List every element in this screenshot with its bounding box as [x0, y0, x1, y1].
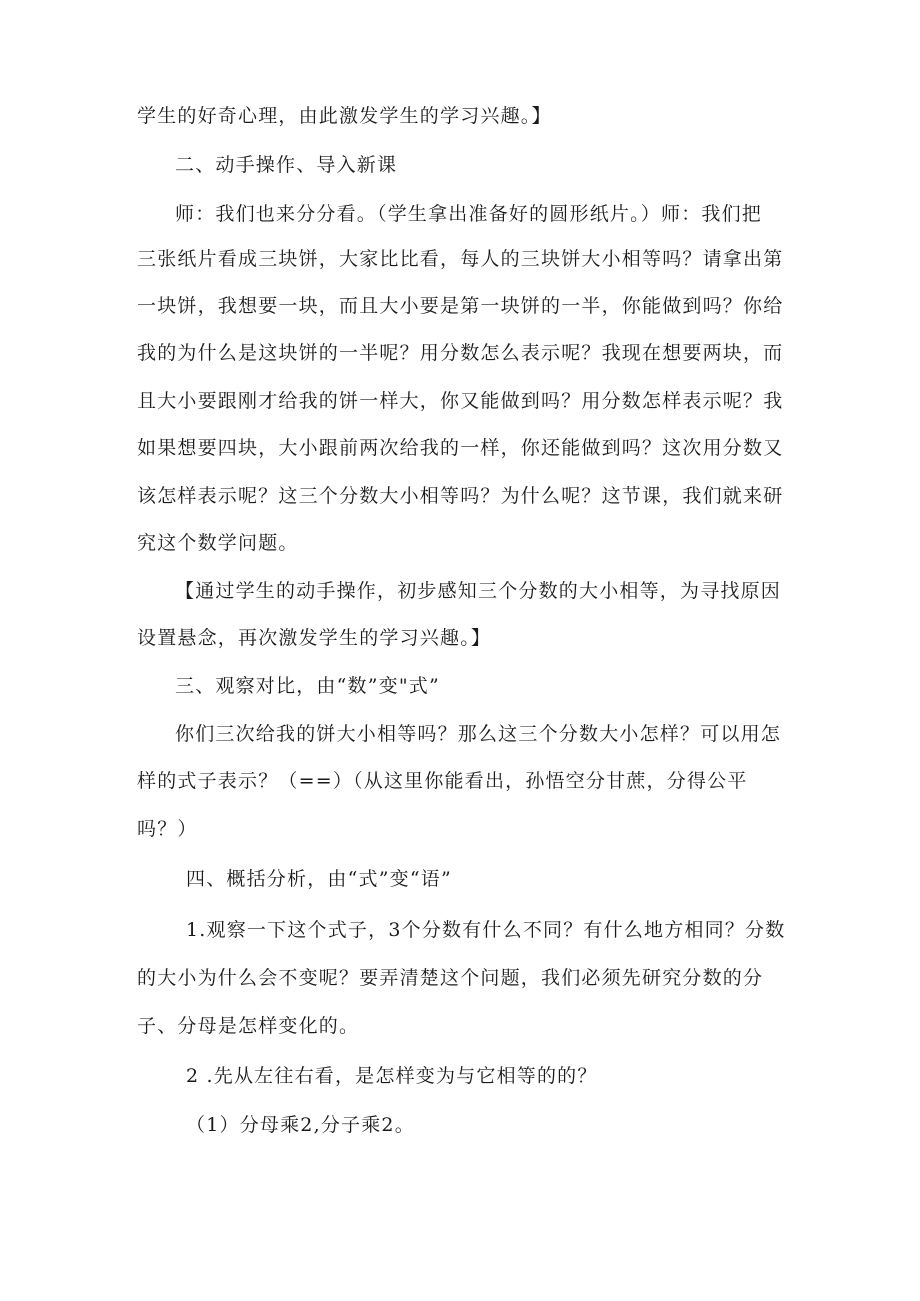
paragraph-line: 学生的好奇心理，由此激发学生的学习兴趣。】 [137, 105, 552, 127]
paragraph-line: 该怎样表示呢？这三个分数大小相等吗？为什么呢？这节课，我们就来研 [137, 485, 784, 507]
paragraph-line: 如果想要四块，大小跟前两次给我的一样，你还能做到吗？这次用分数又 [137, 437, 784, 459]
section-heading: 三、观察对比，由“数”变"式” [175, 675, 440, 697]
section-heading: 四、概括分析，由“式”变“语” [186, 868, 452, 890]
paragraph-line: 1.观察一下这个式子，3个分数有什么不同？有什么地方相同？分数 [186, 919, 786, 941]
paragraph-line: 2 .先从左往右看，是怎样变为与它相等的的？ [186, 1065, 598, 1087]
paragraph-line: 吗？） [137, 818, 198, 840]
paragraph-line: 一块饼，我想要一块，而且大小要是第一块饼的一半，你能做到吗？你给 [137, 295, 784, 317]
paragraph-line: 设置悬念，再次激发学生的学习兴趣。】 [137, 627, 492, 649]
paragraph-line: 的大小为什么会不变呢？要弄清楚这个问题，我们必须先研究分数的分 [137, 967, 764, 989]
paragraph-line: 我的为什么是这块饼的一半呢？用分数怎么表示呢？我现在想要两块，而 [137, 342, 784, 364]
paragraph-line: 子、分母是怎样变化的。 [137, 1015, 360, 1037]
paragraph-line: 【通过学生的动手操作，初步感知三个分数的大小相等，为寻找原因 [175, 580, 782, 602]
paragraph-line: （1）分母乘2,分子乘2。 [186, 1114, 415, 1136]
paragraph-line: 师：我们也来分分看。（学生拿出准备好的圆形纸片。）师：我们把 [175, 203, 763, 225]
section-heading: 二、动手操作、导入新课 [175, 154, 398, 176]
paragraph-line: 你们三次给我的饼大小相等吗？那么这三个分数大小怎样？可以用怎 [175, 723, 782, 745]
paragraph-line: 且大小要跟刚才给我的饼一样大，你又能做到吗？用分数怎样表示呢？我 [137, 390, 784, 412]
paragraph-line: 样的式子表示？（==）（从这里你能看出，孙悟空分甘蔗，分得公平 [137, 770, 748, 792]
paragraph-line: 三张纸片看成三块饼，大家比比看，每人的三块饼大小相等吗？请拿出第 [137, 248, 784, 270]
paragraph-line: 究这个数学问题。 [137, 532, 299, 554]
